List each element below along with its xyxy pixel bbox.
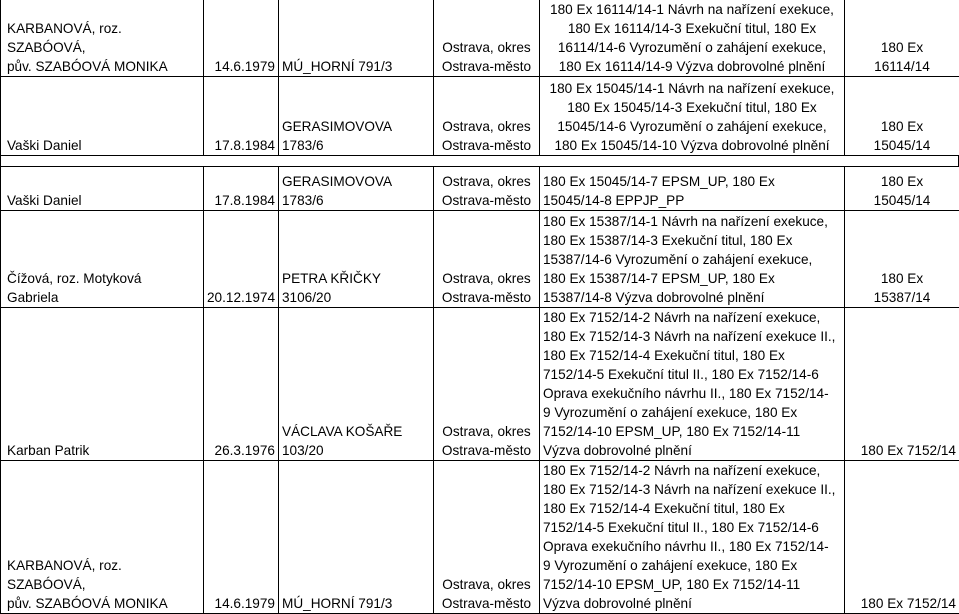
street-address: GERASIMOVOVA 1783/6 (279, 77, 434, 156)
birth-date: 26.3.1976 (204, 308, 279, 461)
birth-date: 17.8.1984 (204, 167, 279, 211)
birth-date: 20.12.1974 (204, 211, 279, 308)
document-list: 180 Ex 7152/14-2 Návrh na nařízení exekuce, 180 Ex 7152/14-3 Návrh na nařízení exekuce II., 180 Ex 7152/14-4 Exekuční titul, 180 Ex 7152/14-5 Exekuční titul II., 180 Ex 7152/14-6 Oprava exekučního návrhu II., 180 Ex 7152/14- 9 Vyrozumění o zahájení exekuce, 180 Ex 7152/14-10 EPSM_UP, 180 Ex 7152/14-11 Výzva dobrovolné plnění (540, 461, 845, 614)
city-district: Ostrava, okres Ostrava-město (434, 0, 540, 77)
case-number: 180 Ex 7152/14 (845, 308, 959, 461)
street-address: PETRA KŘIČKY 3106/20 (279, 211, 434, 308)
records-table-top (0, 0, 959, 156)
case-number: 180 Ex 15045/14 (845, 77, 959, 156)
debtor-name: Vaški Daniel (1, 167, 204, 211)
case-number: 180 Ex 15045/14 (845, 167, 959, 211)
city-district: Ostrava, okres Ostrava-město (434, 167, 540, 211)
debtor-name: Karban Patrik (1, 308, 204, 461)
case-number: 180 Ex 7152/14 (845, 461, 959, 614)
case-number: 180 Ex 15387/14 (845, 211, 959, 308)
page-break (0, 156, 959, 166)
table-row (1, 308, 959, 461)
debtor-name: KARBANOVÁ, roz. SZABÓOVÁ, pův. SZABÓOVÁ MONIKA (1, 0, 204, 77)
birth-date: 14.6.1979 (204, 0, 279, 77)
city-district: Ostrava, okres Ostrava-město (434, 308, 540, 461)
document-list: 180 Ex 15045/14-7 EPSM_UP, 180 Ex 15045/14-8 EPPJP_PP (540, 167, 845, 211)
document-list: 180 Ex 16114/14-1 Návrh na nařízení exekuce, 180 Ex 16114/14-3 Exekuční titul, 180 Ex 16114/14-6 Vyrozumění o zahájení exekuce, 180 Ex 16114/14-9 Výzva dobrovolné plnění (540, 0, 845, 77)
document-list: 180 Ex 7152/14-2 Návrh na nařízení exekuce, 180 Ex 7152/14-3 Návrh na nařízení exekuce II., 180 Ex 7152/14-4 Exekuční titul, 180 Ex 7152/14-5 Exekuční titul II., 180 Ex 7152/14-6 Oprava exekučního návrhu II., 180 Ex 7152/14- 9 Vyrozumění o zahájení exekuce, 180 Ex 7152/14-10 EPSM_UP, 180 Ex 7152/14-11 Výzva dobrovolné plnění (540, 308, 845, 461)
street-address: MÚ_HORNÍ 791/3 (279, 0, 434, 77)
birth-date: 17.8.1984 (204, 77, 279, 156)
table-row (1, 211, 959, 308)
debtor-name: Vaški Daniel (1, 77, 204, 156)
debtor-name: Čížová, roz. Motyková Gabriela (1, 211, 204, 308)
table-row (1, 0, 959, 77)
table-row (1, 167, 959, 211)
table-row (1, 77, 959, 156)
city-district: Ostrava, okres Ostrava-město (434, 461, 540, 614)
street-address: MÚ_HORNÍ 791/3 (279, 461, 434, 614)
birth-date: 14.6.1979 (204, 461, 279, 614)
document-list: 180 Ex 15045/14-1 Návrh na nařízení exekuce, 180 Ex 15045/14-3 Exekuční titul, 180 Ex 15045/14-6 Vyrozumění o zahájení exekuce, 180 Ex 15045/14-10 Výzva dobrovolné plnění (540, 77, 845, 156)
document-list: 180 Ex 15387/14-1 Návrh na nařízení exekuce, 180 Ex 15387/14-3 Exekuční titul, 180 Ex 15387/14-6 Vyrozumění o zahájení exekuce, 180 Ex 15387/14-7 EPSM_UP, 180 Ex 15387/14-8 Výzva dobrovolné plnění (540, 211, 845, 308)
case-number: 180 Ex 16114/14 (845, 0, 959, 77)
street-address: VÁCLAVA KOŠAŘE 103/20 (279, 308, 434, 461)
city-district: Ostrava, okres Ostrava-město (434, 77, 540, 156)
records-table-bottom (0, 166, 959, 614)
debtor-name: KARBANOVÁ, roz. SZABÓOVÁ, pův. SZABÓOVÁ MONIKA (1, 461, 204, 614)
street-address: GERASIMOVOVA 1783/6 (279, 167, 434, 211)
table-row (1, 461, 959, 614)
city-district: Ostrava, okres Ostrava-město (434, 211, 540, 308)
